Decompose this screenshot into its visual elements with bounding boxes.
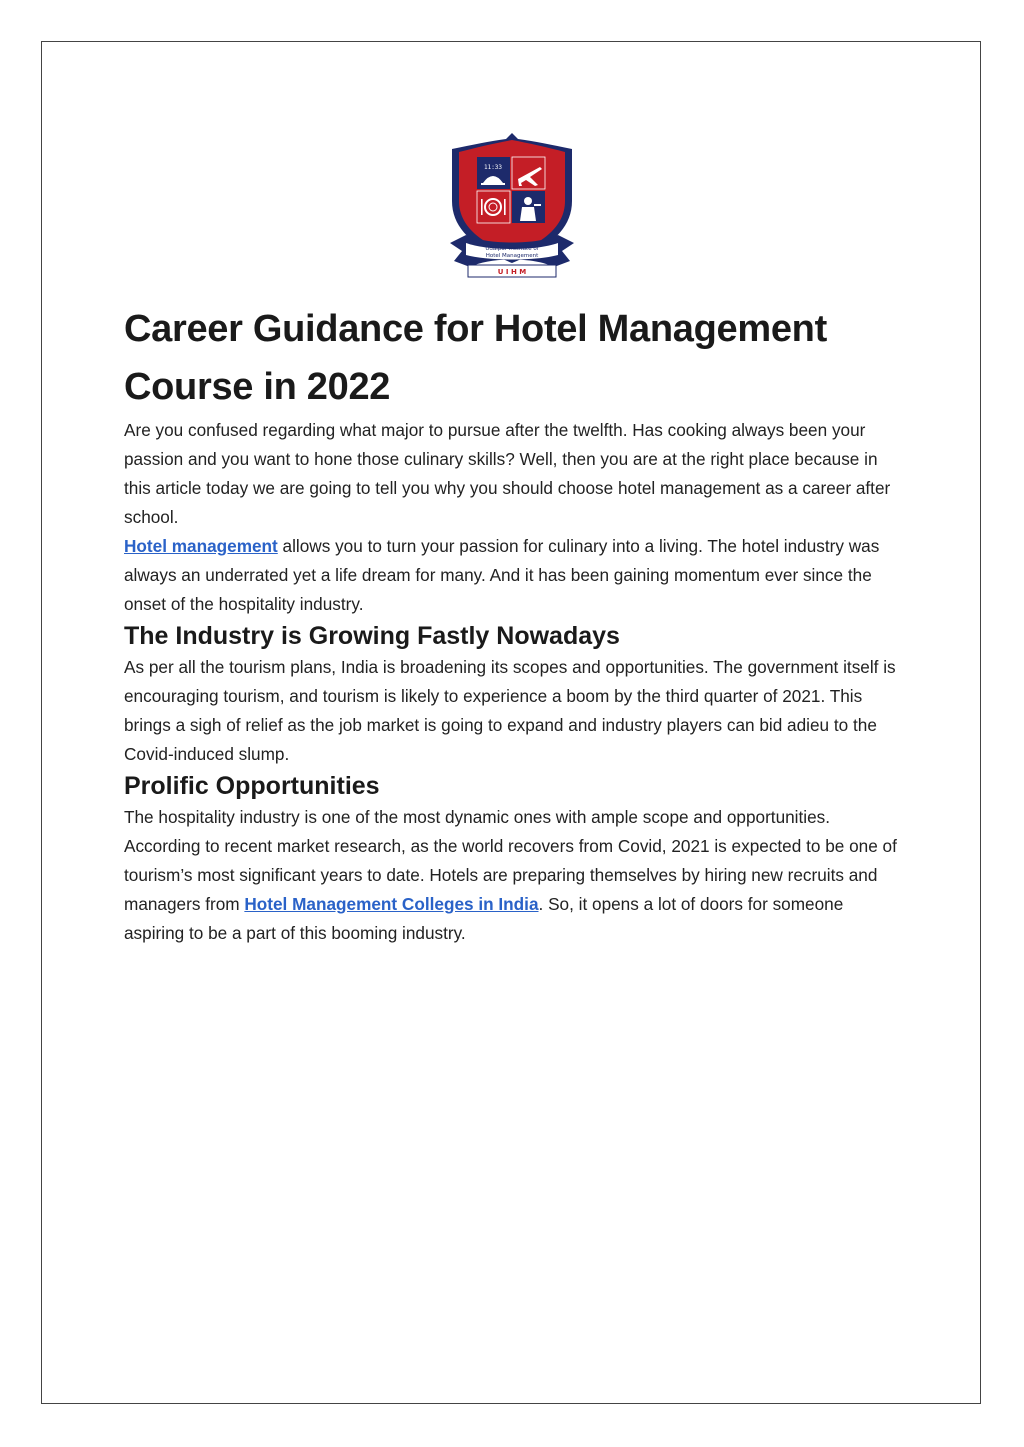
- industry-heading: The Industry is Growing Fastly Nowadays: [124, 622, 620, 650]
- prolific-paragraph: [124, 803, 904, 948]
- hotel-management-link[interactable]: Hotel management: [124, 536, 278, 556]
- industry-paragraph: As per all the tourism plans, India is broadening its scopes and opportunities. The government itself is encouraging tourism, and tourism is likely to experience a boom by the third quarter of 2021. This brings a sigh of relief as the job market is going to expand and industry players can bid adieu to the Covid-induced slump.: [124, 657, 896, 764]
- title-line-1: Career Guidance for Hotel Management: [124, 308, 827, 350]
- logo-line1: Udaipur Institute of: [485, 246, 539, 252]
- prolific-heading: Prolific Opportunities: [124, 772, 380, 800]
- prolific-text-after: . So, it opens a lot of doors for someone aspiring to be a part of this booming industry.: [124, 894, 844, 943]
- hotel-management-paragraph: [124, 532, 904, 619]
- clock-text: 11:33: [483, 164, 503, 171]
- page-title: [124, 300, 904, 416]
- hotel-management-paragraph-text: allows you to turn your passion for culinary into a living. The hotel industry was always an underrated yet a life dream for many. And it has been gaining momentum ever since the onset of the hospitality industry.: [124, 536, 880, 614]
- logo-acronym: U I H M: [497, 268, 527, 276]
- uihm-logo: [446, 131, 578, 279]
- logo-line2: Hotel Management: [485, 253, 539, 259]
- colleges-link[interactable]: Hotel Management Colleges in India: [244, 894, 539, 914]
- intro-paragraph: Are you confused regarding what major to pursue after the twelfth. Has cooking always been your passion and you want to hone those culinary skills? Well, then you are at the right place because in this article today we are going to tell you why you should choose hotel management as a career after school.: [124, 420, 891, 527]
- article-content: [124, 300, 904, 948]
- prolific-text-before: The hospitality industry is one of the most dynamic ones with ample scope and opportunities. According to recent market research, as the world recovers from Covid, 2021 is expected to be one of tourism’s most significant years to date. Hotels are preparing themselves by hiring new recruits and managers from: [124, 807, 897, 914]
- title-line-2: Course in 2022: [124, 366, 391, 408]
